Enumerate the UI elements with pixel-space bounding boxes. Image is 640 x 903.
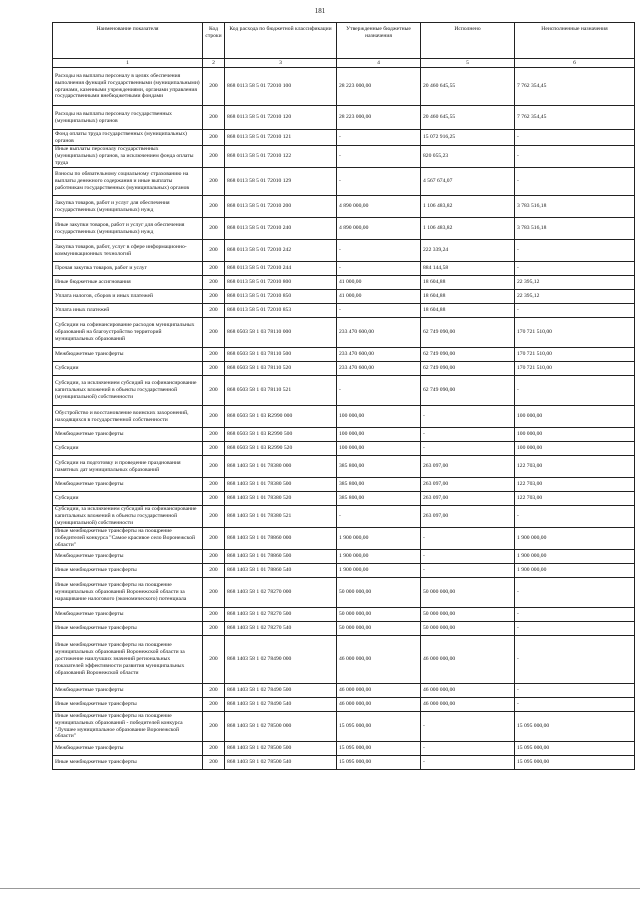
row-indicator-name: Иные бюджетные ассигнования bbox=[53, 276, 203, 290]
row-line-code: 200 bbox=[203, 442, 225, 456]
row-unexecuted-amount: - bbox=[515, 506, 635, 528]
row-approved-amount: 100 000,00 bbox=[337, 428, 421, 442]
row-approved-amount: 233 470 600,00 bbox=[337, 318, 421, 348]
row-budget-code: 868 0503 58 1 03 R2990 500 bbox=[225, 428, 337, 442]
row-approved-amount: 41 000,00 bbox=[337, 290, 421, 304]
row-unexecuted-amount: 15 095 000,00 bbox=[515, 712, 635, 742]
row-line-code: 200 bbox=[203, 348, 225, 362]
row-approved-amount: 50 000 000,00 bbox=[337, 608, 421, 622]
row-unexecuted-amount: - bbox=[515, 146, 635, 168]
row-line-code: 200 bbox=[203, 506, 225, 528]
row-unexecuted-amount: 22 395,12 bbox=[515, 290, 635, 304]
row-approved-amount: - bbox=[337, 130, 421, 146]
row-executed-amount: 820 055,23 bbox=[421, 146, 515, 168]
row-indicator-name: Межбюджетные трансферты bbox=[53, 608, 203, 622]
table-row bbox=[53, 456, 635, 478]
row-approved-amount: 100 000,00 bbox=[337, 442, 421, 456]
row-budget-code: 868 0503 58 1 03 78110 521 bbox=[225, 376, 337, 406]
row-line-code: 200 bbox=[203, 130, 225, 146]
row-indicator-name: Субсидии bbox=[53, 442, 203, 456]
row-unexecuted-amount: 7 762 354,45 bbox=[515, 68, 635, 106]
row-unexecuted-amount: 15 095 000,00 bbox=[515, 742, 635, 756]
row-unexecuted-amount: - bbox=[515, 240, 635, 262]
row-budget-code: 868 1403 58 1 01 78860 500 bbox=[225, 550, 337, 564]
row-line-code: 200 bbox=[203, 564, 225, 578]
table-row bbox=[53, 478, 635, 492]
row-executed-amount: - bbox=[421, 428, 515, 442]
row-line-code: 200 bbox=[203, 376, 225, 406]
table-row bbox=[53, 146, 635, 168]
row-executed-amount: - bbox=[421, 550, 515, 564]
row-line-code: 200 bbox=[203, 290, 225, 304]
row-indicator-name: Межбюджетные трансферты bbox=[53, 742, 203, 756]
row-indicator-name: Субсидии bbox=[53, 362, 203, 376]
table-row bbox=[53, 290, 635, 304]
row-line-code: 200 bbox=[203, 712, 225, 742]
row-unexecuted-amount: - bbox=[515, 578, 635, 608]
row-approved-amount: - bbox=[337, 168, 421, 196]
header-executed: Исполнено bbox=[421, 23, 515, 59]
row-executed-amount: 62 749 090,00 bbox=[421, 348, 515, 362]
row-executed-amount: 46 000 000,00 bbox=[421, 636, 515, 684]
row-indicator-name: Закупка товаров, работ и услуг для обеспечения государственных (муниципальных) нужд bbox=[53, 196, 203, 218]
row-executed-amount: 62 749 090,00 bbox=[421, 362, 515, 376]
column-number: 5 bbox=[421, 59, 515, 68]
row-budget-code: 868 1403 58 1 02 78270 000 bbox=[225, 578, 337, 608]
row-budget-code: 868 0113 58 5 01 72010 242 bbox=[225, 240, 337, 262]
row-approved-amount: 15 095 000,00 bbox=[337, 712, 421, 742]
row-approved-amount: - bbox=[337, 240, 421, 262]
row-approved-amount: 15 095 000,00 bbox=[337, 756, 421, 770]
header-line-code: Код строки bbox=[203, 23, 225, 59]
row-indicator-name: Иные межбюджетные трансферты на поощрение муниципальных образований Воронежской области за достижение наилучших значений региональных показателей эффективности развития муниципальных образований Воронежской области bbox=[53, 636, 203, 684]
row-line-code: 200 bbox=[203, 106, 225, 130]
row-line-code: 200 bbox=[203, 146, 225, 168]
header-unexecuted: Неисполненные назначения bbox=[515, 23, 635, 59]
row-executed-amount: 18 604,88 bbox=[421, 276, 515, 290]
row-line-code: 200 bbox=[203, 684, 225, 698]
row-indicator-name: Расходы на выплаты персоналу государственных (муниципальных) органов bbox=[53, 106, 203, 130]
table-row bbox=[53, 348, 635, 362]
row-unexecuted-amount: 100 000,00 bbox=[515, 442, 635, 456]
table-row bbox=[53, 276, 635, 290]
table-row bbox=[53, 428, 635, 442]
row-budget-code: 868 0503 58 1 03 R2990 520 bbox=[225, 442, 337, 456]
row-indicator-name: Иные закупки товаров, работ и услуг для обеспечения государственных (муниципальных) нужд bbox=[53, 218, 203, 240]
row-approved-amount: 233 470 600,00 bbox=[337, 348, 421, 362]
row-executed-amount: - bbox=[421, 742, 515, 756]
row-unexecuted-amount: - bbox=[515, 168, 635, 196]
table-row bbox=[53, 578, 635, 608]
row-line-code: 200 bbox=[203, 636, 225, 684]
row-approved-amount: 46 000 000,00 bbox=[337, 684, 421, 698]
row-executed-amount: 884 144,58 bbox=[421, 262, 515, 276]
row-executed-amount: 46 000 000,00 bbox=[421, 698, 515, 712]
row-executed-amount: - bbox=[421, 528, 515, 550]
row-line-code: 200 bbox=[203, 492, 225, 506]
row-indicator-name: Взносы по обязательному социальному страхованию на выплаты денежного содержания и иные выплаты работникам государственных (муниципальных) органов bbox=[53, 168, 203, 196]
table-row bbox=[53, 362, 635, 376]
row-executed-amount: 50 000 000,00 bbox=[421, 578, 515, 608]
row-line-code: 200 bbox=[203, 428, 225, 442]
row-unexecuted-amount: - bbox=[515, 698, 635, 712]
row-budget-code: 868 0113 58 5 01 72010 121 bbox=[225, 130, 337, 146]
row-budget-code: 868 1403 58 1 01 78380 500 bbox=[225, 478, 337, 492]
header-approved: Утвержденные бюджетные назначения bbox=[337, 23, 421, 59]
table-row bbox=[53, 564, 635, 578]
row-approved-amount: 1 900 000,00 bbox=[337, 550, 421, 564]
table-row bbox=[53, 106, 635, 130]
row-unexecuted-amount: 170 721 510,00 bbox=[515, 318, 635, 348]
row-indicator-name: Уплата иных платежей bbox=[53, 304, 203, 318]
table-row bbox=[53, 304, 635, 318]
row-budget-code: 868 0113 58 5 01 72010 200 bbox=[225, 196, 337, 218]
row-executed-amount: 263 097,00 bbox=[421, 478, 515, 492]
budget-execution-table bbox=[52, 22, 635, 770]
row-indicator-name: Межбюджетные трансферты bbox=[53, 550, 203, 564]
row-indicator-name: Иные межбюджетные трансферты на поощрение муниципальных образований Воронежской области за наращивание налогового (экономического) потенциала bbox=[53, 578, 203, 608]
row-indicator-name: Закупка товаров, работ, услуг в сфере информационно-коммуникационных технологий bbox=[53, 240, 203, 262]
row-unexecuted-amount: - bbox=[515, 130, 635, 146]
table-row bbox=[53, 636, 635, 684]
header-row bbox=[53, 23, 635, 59]
row-unexecuted-amount: 15 095 000,00 bbox=[515, 756, 635, 770]
row-indicator-name: Субсидии на подготовку и проведение празднования памятных дат муниципальных образований bbox=[53, 456, 203, 478]
row-indicator-name: Межбюджетные трансферты bbox=[53, 684, 203, 698]
row-executed-amount: 50 000 000,00 bbox=[421, 608, 515, 622]
row-line-code: 200 bbox=[203, 578, 225, 608]
row-unexecuted-amount: 1 900 000,00 bbox=[515, 550, 635, 564]
row-indicator-name: Межбюджетные трансферты bbox=[53, 348, 203, 362]
row-indicator-name: Иные межбюджетные трансферты bbox=[53, 564, 203, 578]
row-indicator-name: Межбюджетные трансферты bbox=[53, 478, 203, 492]
row-budget-code: 868 1403 58 1 01 78860 000 bbox=[225, 528, 337, 550]
row-executed-amount: 62 749 090,00 bbox=[421, 376, 515, 406]
row-unexecuted-amount: 1 900 000,00 bbox=[515, 528, 635, 550]
row-executed-amount: - bbox=[421, 406, 515, 428]
row-approved-amount: 4 890 000,00 bbox=[337, 196, 421, 218]
table-row bbox=[53, 376, 635, 406]
row-approved-amount: 28 223 000,00 bbox=[337, 106, 421, 130]
column-number: 4 bbox=[337, 59, 421, 68]
row-budget-code: 868 0503 58 1 03 78110 000 bbox=[225, 318, 337, 348]
row-approved-amount: 1 900 000,00 bbox=[337, 528, 421, 550]
row-line-code: 200 bbox=[203, 218, 225, 240]
row-budget-code: 868 0503 58 1 03 78110 520 bbox=[225, 362, 337, 376]
row-indicator-name: Субсидии на софинансирование расходов муниципальных образований на благоустройство территорий муниципальных образований bbox=[53, 318, 203, 348]
row-line-code: 200 bbox=[203, 756, 225, 770]
row-executed-amount: 263 097,00 bbox=[421, 506, 515, 528]
row-unexecuted-amount: 122 703,00 bbox=[515, 456, 635, 478]
row-executed-amount: 50 000 000,00 bbox=[421, 622, 515, 636]
row-budget-code: 868 1403 58 1 01 78860 540 bbox=[225, 564, 337, 578]
row-executed-amount: 18 604,88 bbox=[421, 304, 515, 318]
row-indicator-name: Субсидии, за исключением субсидий на софинансирование капитальных вложений в объекты государственной (муниципальной) собственности bbox=[53, 376, 203, 406]
header-budget-code: Код расхода по бюджетной классификации bbox=[225, 23, 337, 59]
row-indicator-name: Иные межбюджетные трансферты bbox=[53, 756, 203, 770]
table-row bbox=[53, 684, 635, 698]
row-budget-code: 868 0113 58 5 01 72010 853 bbox=[225, 304, 337, 318]
row-executed-amount: - bbox=[421, 712, 515, 742]
row-line-code: 200 bbox=[203, 68, 225, 106]
row-approved-amount: 385 800,00 bbox=[337, 492, 421, 506]
row-unexecuted-amount: 3 783 516,18 bbox=[515, 218, 635, 240]
table-row bbox=[53, 130, 635, 146]
column-number: 3 bbox=[225, 59, 337, 68]
row-budget-code: 868 1403 58 1 02 78270 500 bbox=[225, 608, 337, 622]
row-budget-code: 868 1403 58 1 02 78270 540 bbox=[225, 622, 337, 636]
table-row bbox=[53, 528, 635, 550]
row-unexecuted-amount: 122 703,00 bbox=[515, 478, 635, 492]
row-unexecuted-amount: - bbox=[515, 262, 635, 276]
row-approved-amount: 385 800,00 bbox=[337, 456, 421, 478]
row-approved-amount: - bbox=[337, 376, 421, 406]
row-budget-code: 868 0113 58 5 01 72010 850 bbox=[225, 290, 337, 304]
row-unexecuted-amount: 3 783 516,18 bbox=[515, 196, 635, 218]
row-line-code: 200 bbox=[203, 240, 225, 262]
table-row bbox=[53, 168, 635, 196]
row-line-code: 200 bbox=[203, 362, 225, 376]
row-indicator-name: Иные межбюджетные трансферты bbox=[53, 698, 203, 712]
row-approved-amount: - bbox=[337, 146, 421, 168]
row-approved-amount: 46 000 000,00 bbox=[337, 698, 421, 712]
table-row bbox=[53, 550, 635, 564]
row-approved-amount: 28 223 000,00 bbox=[337, 68, 421, 106]
row-line-code: 200 bbox=[203, 196, 225, 218]
row-approved-amount: 15 095 000,00 bbox=[337, 742, 421, 756]
table-row bbox=[53, 698, 635, 712]
row-unexecuted-amount: - bbox=[515, 636, 635, 684]
row-unexecuted-amount: 7 762 354,45 bbox=[515, 106, 635, 130]
row-line-code: 200 bbox=[203, 608, 225, 622]
row-executed-amount: - bbox=[421, 564, 515, 578]
row-unexecuted-amount: - bbox=[515, 608, 635, 622]
table-row bbox=[53, 240, 635, 262]
row-indicator-name: Субсидии, за исключением субсидий на софинансирование капитальных вложений в объекты государственной (муниципальной) собственности bbox=[53, 506, 203, 528]
row-approved-amount: 50 000 000,00 bbox=[337, 622, 421, 636]
row-approved-amount: 41 000,00 bbox=[337, 276, 421, 290]
row-line-code: 200 bbox=[203, 318, 225, 348]
row-indicator-name: Иные межбюджетные трансферты bbox=[53, 622, 203, 636]
row-approved-amount: 100 000,00 bbox=[337, 406, 421, 428]
row-unexecuted-amount: - bbox=[515, 622, 635, 636]
row-indicator-name: Межбюджетные трансферты bbox=[53, 428, 203, 442]
row-line-code: 200 bbox=[203, 550, 225, 564]
row-executed-amount: - bbox=[421, 442, 515, 456]
row-line-code: 200 bbox=[203, 622, 225, 636]
row-line-code: 200 bbox=[203, 406, 225, 428]
row-line-code: 200 bbox=[203, 262, 225, 276]
row-approved-amount: 4 890 000,00 bbox=[337, 218, 421, 240]
row-budget-code: 868 0503 58 1 03 78110 500 bbox=[225, 348, 337, 362]
row-budget-code: 868 0113 58 5 01 72010 800 bbox=[225, 276, 337, 290]
column-number-row bbox=[53, 59, 635, 68]
row-indicator-name: Фонд оплаты труда государственных (муниципальных) органов bbox=[53, 130, 203, 146]
row-executed-amount: 1 106 483,82 bbox=[421, 196, 515, 218]
row-approved-amount: - bbox=[337, 304, 421, 318]
row-budget-code: 868 1403 58 1 01 78380 521 bbox=[225, 506, 337, 528]
row-unexecuted-amount: 22 395,12 bbox=[515, 276, 635, 290]
page-number: 181 bbox=[314, 7, 326, 15]
row-indicator-name: Иные межбюджетные трансферты на поощрение муниципальных образований - победителей конкурса "Лучшее муниципальное образование Воронежской области" bbox=[53, 712, 203, 742]
row-executed-amount: 4 567 674,07 bbox=[421, 168, 515, 196]
row-line-code: 200 bbox=[203, 478, 225, 492]
row-indicator-name: Иные межбюджетные трансферты на поощрение победителей конкурса "Самое красивое село Воронежской области" bbox=[53, 528, 203, 550]
row-budget-code: 868 1403 58 1 02 78490 540 bbox=[225, 698, 337, 712]
row-indicator-name: Иные выплаты персоналу государственных (муниципальных) органов, за исключением фонда оплаты труда bbox=[53, 146, 203, 168]
table-row bbox=[53, 218, 635, 240]
column-number: 1 bbox=[53, 59, 203, 68]
row-budget-code: 868 0113 58 5 01 72010 100 bbox=[225, 68, 337, 106]
row-budget-code: 868 0113 58 5 01 72010 129 bbox=[225, 168, 337, 196]
row-executed-amount: 263 097,00 bbox=[421, 492, 515, 506]
row-unexecuted-amount: 170 721 510,00 bbox=[515, 348, 635, 362]
row-executed-amount: 20 460 645,55 bbox=[421, 68, 515, 106]
row-indicator-name: Субсидии bbox=[53, 492, 203, 506]
table-body bbox=[53, 68, 635, 770]
row-indicator-name: Расходы на выплаты персоналу в целях обеспечения выполнения функций государственными (муниципальными) органами, казенными учреждениями, органами управления государственными внебюджетными фондами bbox=[53, 68, 203, 106]
row-approved-amount: 50 000 000,00 bbox=[337, 578, 421, 608]
row-budget-code: 868 0503 58 1 03 R2990 000 bbox=[225, 406, 337, 428]
row-approved-amount: 46 000 000,00 bbox=[337, 636, 421, 684]
table-row bbox=[53, 68, 635, 106]
table-row bbox=[53, 492, 635, 506]
table-row bbox=[53, 712, 635, 742]
table-row bbox=[53, 196, 635, 218]
row-line-code: 200 bbox=[203, 528, 225, 550]
row-approved-amount: 233 470 600,00 bbox=[337, 362, 421, 376]
row-line-code: 200 bbox=[203, 456, 225, 478]
row-budget-code: 868 1403 58 1 02 78500 540 bbox=[225, 756, 337, 770]
table-row bbox=[53, 742, 635, 756]
row-line-code: 200 bbox=[203, 168, 225, 196]
column-number: 2 bbox=[203, 59, 225, 68]
row-executed-amount: - bbox=[421, 756, 515, 770]
row-executed-amount: 18 604,88 bbox=[421, 290, 515, 304]
table-row bbox=[53, 262, 635, 276]
row-budget-code: 868 1403 58 1 02 78500 000 bbox=[225, 712, 337, 742]
table-row bbox=[53, 622, 635, 636]
row-budget-code: 868 1403 58 1 02 78500 500 bbox=[225, 742, 337, 756]
row-executed-amount: 15 072 916,25 bbox=[421, 130, 515, 146]
row-executed-amount: 62 749 090,00 bbox=[421, 318, 515, 348]
row-indicator-name: Прочая закупка товаров, работ и услуг bbox=[53, 262, 203, 276]
table-row bbox=[53, 442, 635, 456]
row-budget-code: 868 1403 58 1 02 78490 500 bbox=[225, 684, 337, 698]
table-row bbox=[53, 318, 635, 348]
table-row bbox=[53, 756, 635, 770]
table-row bbox=[53, 506, 635, 528]
row-budget-code: 868 0113 58 5 01 72010 240 bbox=[225, 218, 337, 240]
row-approved-amount: 385 800,00 bbox=[337, 478, 421, 492]
row-line-code: 200 bbox=[203, 276, 225, 290]
row-line-code: 200 bbox=[203, 304, 225, 318]
row-unexecuted-amount: 100 000,00 bbox=[515, 428, 635, 442]
row-approved-amount: - bbox=[337, 506, 421, 528]
bottom-divider bbox=[0, 888, 640, 889]
table-row bbox=[53, 406, 635, 428]
row-budget-code: 868 1403 58 1 02 78490 000 bbox=[225, 636, 337, 684]
row-unexecuted-amount: 100 000,00 bbox=[515, 406, 635, 428]
table-row bbox=[53, 608, 635, 622]
row-approved-amount: - bbox=[337, 262, 421, 276]
row-indicator-name: Обустройство и восстановление воинских захоронений, находящихся в государственной собственности bbox=[53, 406, 203, 428]
row-budget-code: 868 1403 58 1 01 78380 000 bbox=[225, 456, 337, 478]
row-unexecuted-amount: - bbox=[515, 304, 635, 318]
row-line-code: 200 bbox=[203, 742, 225, 756]
row-budget-code: 868 0113 58 5 01 72010 122 bbox=[225, 146, 337, 168]
row-unexecuted-amount: 122 703,00 bbox=[515, 492, 635, 506]
row-approved-amount: 1 900 000,00 bbox=[337, 564, 421, 578]
row-line-code: 200 bbox=[203, 698, 225, 712]
row-budget-code: 868 0113 58 5 01 72010 120 bbox=[225, 106, 337, 130]
row-unexecuted-amount: - bbox=[515, 684, 635, 698]
header-indicator-name: Наименование показателя bbox=[53, 23, 203, 59]
row-executed-amount: 20 460 645,55 bbox=[421, 106, 515, 130]
row-executed-amount: 1 106 483,82 bbox=[421, 218, 515, 240]
row-unexecuted-amount: - bbox=[515, 376, 635, 406]
column-number: 6 bbox=[515, 59, 635, 68]
row-budget-code: 868 0113 58 5 01 72010 244 bbox=[225, 262, 337, 276]
row-unexecuted-amount: 170 721 510,00 bbox=[515, 362, 635, 376]
row-executed-amount: 222 339,24 bbox=[421, 240, 515, 262]
row-budget-code: 868 1403 58 1 01 78380 520 bbox=[225, 492, 337, 506]
row-executed-amount: 46 000 000,00 bbox=[421, 684, 515, 698]
row-indicator-name: Уплата налогов, сборов и иных платежей bbox=[53, 290, 203, 304]
row-executed-amount: 263 097,00 bbox=[421, 456, 515, 478]
row-unexecuted-amount: 1 900 000,00 bbox=[515, 564, 635, 578]
